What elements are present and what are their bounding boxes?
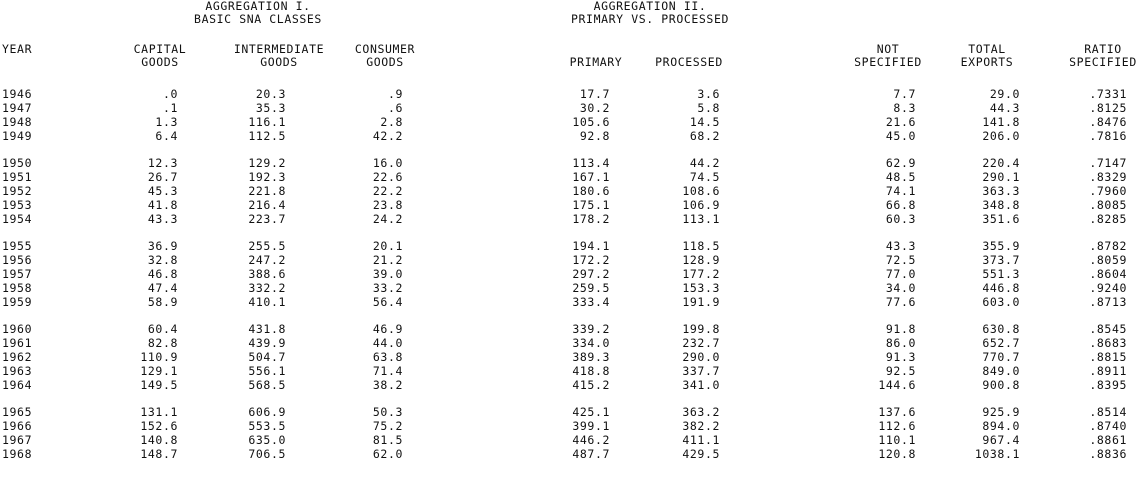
table-row (0, 185, 1146, 198)
cell-consumer-goods: .6 (387, 101, 403, 115)
cell-consumer-goods: 22.2 (372, 184, 403, 198)
cell-intermediate-goods: 223.7 (248, 212, 286, 226)
cell-primary: 30.2 (579, 101, 610, 115)
cell-processed: 191.9 (682, 295, 720, 309)
table-row (0, 323, 1146, 336)
cell-intermediate-goods: 35.3 (255, 101, 286, 115)
col-header-intermediate-goods (220, 43, 338, 69)
cell-primary: 334.0 (572, 336, 610, 350)
cell-not-specified: 45.0 (885, 129, 916, 143)
cell-not-specified: 86.0 (885, 336, 916, 350)
cell-not-specified: 43.3 (885, 239, 916, 253)
cell-year: 1955 (2, 239, 33, 253)
cell-capital-goods: 58.9 (147, 295, 178, 309)
cell-intermediate-goods: 20.3 (255, 87, 286, 101)
cell-not-specified: 110.1 (878, 433, 916, 447)
cell-primary: 339.2 (572, 322, 610, 336)
cell-consumer-goods: 44.0 (372, 336, 403, 350)
table-row (0, 213, 1146, 226)
cell-intermediate-goods: 410.1 (248, 295, 286, 309)
cell-not-specified: 7.7 (893, 87, 916, 101)
cell-year: 1950 (2, 156, 33, 170)
cell-year: 1958 (2, 281, 33, 295)
cell-consumer-goods: 2.8 (380, 115, 403, 129)
table-row (0, 282, 1146, 295)
cell-capital-goods: 131.1 (140, 405, 178, 419)
table-row (0, 102, 1146, 115)
cell-capital-goods: 149.5 (140, 378, 178, 392)
table-row (0, 116, 1146, 129)
cell-consumer-goods: 21.2 (372, 253, 403, 267)
cell-processed: 44.2 (689, 156, 720, 170)
aggregation-1-heading (178, 0, 338, 26)
cell-not-specified: 112.6 (878, 419, 916, 433)
col-header-ratio-specified-line1: RATIO (1084, 42, 1122, 56)
aggregation-1-subtitle: BASIC SNA CLASSES (194, 12, 322, 26)
col-header-ratio-specified (1058, 43, 1146, 69)
cell-capital-goods: 36.9 (147, 239, 178, 253)
cell-not-specified: 137.6 (878, 405, 916, 419)
cell-total-exports: 355.9 (982, 239, 1020, 253)
cell-intermediate-goods: 129.2 (248, 156, 286, 170)
cell-ratio-specified: .7147 (1089, 156, 1127, 170)
table-row (0, 448, 1146, 461)
cell-total-exports: 220.4 (982, 156, 1020, 170)
cell-total-exports: 1038.1 (974, 447, 1020, 461)
cell-year: 1952 (2, 184, 33, 198)
cell-processed: 153.3 (682, 281, 720, 295)
cell-intermediate-goods: 706.5 (248, 447, 286, 461)
cell-consumer-goods: 71.4 (372, 364, 403, 378)
col-header-consumer-line1: CONSUMER (354, 42, 416, 56)
cell-ratio-specified: .8545 (1089, 322, 1127, 336)
cell-total-exports: 44.3 (989, 101, 1020, 115)
aggregation-1-title: AGGREGATION I. (205, 0, 311, 13)
table-row (0, 88, 1146, 101)
cell-year: 1951 (2, 170, 33, 184)
cell-capital-goods: 148.7 (140, 447, 178, 461)
cell-not-specified: 34.0 (885, 281, 916, 295)
cell-capital-goods: 32.8 (147, 253, 178, 267)
cell-primary: 105.6 (572, 115, 610, 129)
cell-capital-goods: 12.3 (147, 156, 178, 170)
cell-ratio-specified: .8836 (1089, 447, 1127, 461)
col-header-consumer-line2: GOODS (366, 55, 404, 69)
table-row (0, 157, 1146, 170)
aggregation-2-subtitle: PRIMARY VS. PROCESSED (571, 12, 729, 26)
cell-not-specified: 144.6 (878, 378, 916, 392)
cell-year: 1947 (2, 101, 33, 115)
cell-consumer-goods: .9 (387, 87, 403, 101)
cell-ratio-specified: .7960 (1089, 184, 1127, 198)
cell-primary: 259.5 (572, 281, 610, 295)
cell-ratio-specified: .8395 (1089, 378, 1127, 392)
cell-year: 1965 (2, 405, 33, 419)
table-row (0, 351, 1146, 364)
col-header-capital-line1: CAPITAL (133, 42, 187, 56)
col-header-not-specified-line1: NOT (876, 42, 900, 56)
cell-intermediate-goods: 192.3 (248, 170, 286, 184)
cell-processed: 106.9 (682, 198, 720, 212)
cell-not-specified: 77.6 (885, 295, 916, 309)
cell-capital-goods: .0 (162, 87, 178, 101)
cell-year: 1953 (2, 198, 33, 212)
cell-primary: 389.3 (572, 350, 610, 364)
cell-ratio-specified: .8285 (1089, 212, 1127, 226)
cell-ratio-specified: .7331 (1089, 87, 1127, 101)
cell-not-specified: 74.1 (885, 184, 916, 198)
table-row (0, 254, 1146, 267)
table-row (0, 406, 1146, 419)
cell-processed: 118.5 (682, 239, 720, 253)
cell-consumer-goods: 75.2 (372, 419, 403, 433)
col-header-total-exports-line1: TOTAL (968, 42, 1006, 56)
col-header-not-specified-line2: SPECIFIED (854, 55, 922, 69)
cell-capital-goods: 6.4 (155, 129, 178, 143)
col-header-capital-goods (120, 43, 200, 69)
cell-processed: 411.1 (682, 433, 720, 447)
table-row (0, 130, 1146, 143)
cell-intermediate-goods: 439.9 (248, 336, 286, 350)
table-row (0, 240, 1146, 253)
aggregation-2-title: AGGREGATION II. (593, 0, 707, 13)
cell-intermediate-goods: 221.8 (248, 184, 286, 198)
cell-total-exports: 290.1 (982, 170, 1020, 184)
cell-total-exports: 348.8 (982, 198, 1020, 212)
cell-primary: 178.2 (572, 212, 610, 226)
cell-capital-goods: 152.6 (140, 419, 178, 433)
cell-processed: 68.2 (689, 129, 720, 143)
cell-primary: 297.2 (572, 267, 610, 281)
cell-total-exports: 630.8 (982, 322, 1020, 336)
cell-year: 1954 (2, 212, 33, 226)
cell-not-specified: 72.5 (885, 253, 916, 267)
cell-ratio-specified: .8683 (1089, 336, 1127, 350)
cell-ratio-specified: .8713 (1089, 295, 1127, 309)
col-header-year: YEAR (2, 42, 33, 56)
cell-ratio-specified: .8782 (1089, 239, 1127, 253)
cell-ratio-specified: .8059 (1089, 253, 1127, 267)
cell-processed: 341.0 (682, 378, 720, 392)
cell-consumer-goods: 22.6 (372, 170, 403, 184)
cell-year: 1960 (2, 322, 33, 336)
table-row (0, 268, 1146, 281)
cell-processed: 232.7 (682, 336, 720, 350)
cell-total-exports: 967.4 (982, 433, 1020, 447)
cell-not-specified: 48.5 (885, 170, 916, 184)
col-header-processed: PROCESSED (655, 55, 723, 69)
cell-intermediate-goods: 635.0 (248, 433, 286, 447)
table-row (0, 199, 1146, 212)
cell-consumer-goods: 20.1 (372, 239, 403, 253)
cell-capital-goods: 110.9 (140, 350, 178, 364)
cell-not-specified: 8.3 (893, 101, 916, 115)
cell-intermediate-goods: 568.5 (248, 378, 286, 392)
cell-primary: 180.6 (572, 184, 610, 198)
cell-capital-goods: 82.8 (147, 336, 178, 350)
col-header-total-exports (945, 43, 1029, 69)
cell-processed: 429.5 (682, 447, 720, 461)
table-row (0, 379, 1146, 392)
cell-consumer-goods: 24.2 (372, 212, 403, 226)
cell-primary: 92.8 (579, 129, 610, 143)
cell-primary: 487.7 (572, 447, 610, 461)
table-row (0, 365, 1146, 378)
cell-intermediate-goods: 606.9 (248, 405, 286, 419)
cell-ratio-specified: .7816 (1089, 129, 1127, 143)
cell-year: 1961 (2, 336, 33, 350)
cell-year: 1946 (2, 87, 33, 101)
col-header-capital-line2: GOODS (141, 55, 179, 69)
cell-processed: 74.5 (689, 170, 720, 184)
cell-total-exports: 446.8 (982, 281, 1020, 295)
cell-processed: 177.2 (682, 267, 720, 281)
col-header-total-exports-line2: EXPORTS (960, 55, 1014, 69)
cell-year: 1963 (2, 364, 33, 378)
cell-processed: 290.0 (682, 350, 720, 364)
cell-intermediate-goods: 216.4 (248, 198, 286, 212)
cell-total-exports: 29.0 (989, 87, 1020, 101)
cell-ratio-specified: .8125 (1089, 101, 1127, 115)
cell-capital-goods: 46.8 (147, 267, 178, 281)
cell-primary: 425.1 (572, 405, 610, 419)
cell-primary: 167.1 (572, 170, 610, 184)
col-header-ratio-specified-line2: SPECIFIED (1069, 55, 1137, 69)
cell-ratio-specified: .8604 (1089, 267, 1127, 281)
aggregation-2-heading (555, 0, 745, 26)
cell-not-specified: 60.3 (885, 212, 916, 226)
cell-year: 1959 (2, 295, 33, 309)
cell-total-exports: 551.3 (982, 267, 1020, 281)
table-row (0, 420, 1146, 433)
cell-ratio-specified: .9240 (1089, 281, 1127, 295)
cell-primary: 399.1 (572, 419, 610, 433)
cell-primary: 415.2 (572, 378, 610, 392)
cell-intermediate-goods: 116.1 (248, 115, 286, 129)
cell-primary: 418.8 (572, 364, 610, 378)
cell-total-exports: 363.3 (982, 184, 1020, 198)
cell-intermediate-goods: 332.2 (248, 281, 286, 295)
cell-not-specified: 91.3 (885, 350, 916, 364)
table-row (0, 171, 1146, 184)
cell-total-exports: 351.6 (982, 212, 1020, 226)
cell-total-exports: 900.8 (982, 378, 1020, 392)
cell-consumer-goods: 23.8 (372, 198, 403, 212)
cell-consumer-goods: 39.0 (372, 267, 403, 281)
cell-not-specified: 91.8 (885, 322, 916, 336)
cell-capital-goods: 60.4 (147, 322, 178, 336)
cell-ratio-specified: .8740 (1089, 419, 1127, 433)
cell-year: 1967 (2, 433, 33, 447)
cell-intermediate-goods: 556.1 (248, 364, 286, 378)
cell-year: 1964 (2, 378, 33, 392)
cell-primary: 113.4 (572, 156, 610, 170)
cell-capital-goods: 41.8 (147, 198, 178, 212)
cell-primary: 172.2 (572, 253, 610, 267)
cell-consumer-goods: 16.0 (372, 156, 403, 170)
cell-processed: 363.2 (682, 405, 720, 419)
cell-not-specified: 62.9 (885, 156, 916, 170)
cell-year: 1966 (2, 419, 33, 433)
cell-capital-goods: 140.8 (140, 433, 178, 447)
cell-primary: 17.7 (579, 87, 610, 101)
cell-capital-goods: 26.7 (147, 170, 178, 184)
cell-year: 1948 (2, 115, 33, 129)
cell-intermediate-goods: 255.5 (248, 239, 286, 253)
cell-ratio-specified: .8861 (1089, 433, 1127, 447)
cell-capital-goods: 47.4 (147, 281, 178, 295)
cell-consumer-goods: 56.4 (372, 295, 403, 309)
cell-consumer-goods: 42.2 (372, 129, 403, 143)
cell-year: 1962 (2, 350, 33, 364)
cell-primary: 175.1 (572, 198, 610, 212)
cell-intermediate-goods: 504.7 (248, 350, 286, 364)
cell-intermediate-goods: 553.5 (248, 419, 286, 433)
cell-capital-goods: 43.3 (147, 212, 178, 226)
cell-consumer-goods: 33.2 (372, 281, 403, 295)
cell-consumer-goods: 81.5 (372, 433, 403, 447)
cell-intermediate-goods: 431.8 (248, 322, 286, 336)
cell-consumer-goods: 38.2 (372, 378, 403, 392)
cell-consumer-goods: 63.8 (372, 350, 403, 364)
table-row (0, 337, 1146, 350)
cell-processed: 199.8 (682, 322, 720, 336)
cell-year: 1956 (2, 253, 33, 267)
cell-consumer-goods: 46.9 (372, 322, 403, 336)
cell-consumer-goods: 62.0 (372, 447, 403, 461)
col-header-not-specified (840, 43, 936, 69)
cell-not-specified: 21.6 (885, 115, 916, 129)
cell-processed: 108.6 (682, 184, 720, 198)
cell-total-exports: 603.0 (982, 295, 1020, 309)
cell-total-exports: 849.0 (982, 364, 1020, 378)
cell-primary: 194.1 (572, 239, 610, 253)
cell-total-exports: 652.7 (982, 336, 1020, 350)
col-header-intermediate-line2: GOODS (260, 55, 298, 69)
cell-intermediate-goods: 388.6 (248, 267, 286, 281)
cell-capital-goods: .1 (162, 101, 178, 115)
cell-capital-goods: 45.3 (147, 184, 178, 198)
cell-year: 1949 (2, 129, 33, 143)
cell-primary: 446.2 (572, 433, 610, 447)
cell-total-exports: 770.7 (982, 350, 1020, 364)
cell-ratio-specified: .8514 (1089, 405, 1127, 419)
cell-processed: 382.2 (682, 419, 720, 433)
cell-year: 1968 (2, 447, 33, 461)
cell-intermediate-goods: 112.5 (248, 129, 286, 143)
cell-year: 1957 (2, 267, 33, 281)
cell-total-exports: 894.0 (982, 419, 1020, 433)
cell-processed: 337.7 (682, 364, 720, 378)
cell-primary: 333.4 (572, 295, 610, 309)
cell-ratio-specified: .8911 (1089, 364, 1127, 378)
cell-not-specified: 66.8 (885, 198, 916, 212)
cell-ratio-specified: .8085 (1089, 198, 1127, 212)
cell-consumer-goods: 50.3 (372, 405, 403, 419)
cell-processed: 14.5 (689, 115, 720, 129)
cell-capital-goods: 129.1 (140, 364, 178, 378)
table-row (0, 434, 1146, 447)
cell-ratio-specified: .8815 (1089, 350, 1127, 364)
cell-not-specified: 77.0 (885, 267, 916, 281)
cell-total-exports: 141.8 (982, 115, 1020, 129)
cell-not-specified: 120.8 (878, 447, 916, 461)
cell-not-specified: 92.5 (885, 364, 916, 378)
cell-intermediate-goods: 247.2 (248, 253, 286, 267)
cell-processed: 128.9 (682, 253, 720, 267)
cell-capital-goods: 1.3 (155, 115, 178, 129)
cell-processed: 113.1 (682, 212, 720, 226)
cell-total-exports: 206.0 (982, 129, 1020, 143)
cell-ratio-specified: .8329 (1089, 170, 1127, 184)
cell-processed: 5.8 (697, 101, 720, 115)
col-header-consumer-goods (344, 43, 426, 69)
cell-total-exports: 373.7 (982, 253, 1020, 267)
col-header-intermediate-line1: INTERMEDIATE (233, 42, 325, 56)
cell-processed: 3.6 (697, 87, 720, 101)
cell-total-exports: 925.9 (982, 405, 1020, 419)
cell-ratio-specified: .8476 (1089, 115, 1127, 129)
col-header-primary: PRIMARY (569, 55, 623, 69)
table-row (0, 296, 1146, 309)
